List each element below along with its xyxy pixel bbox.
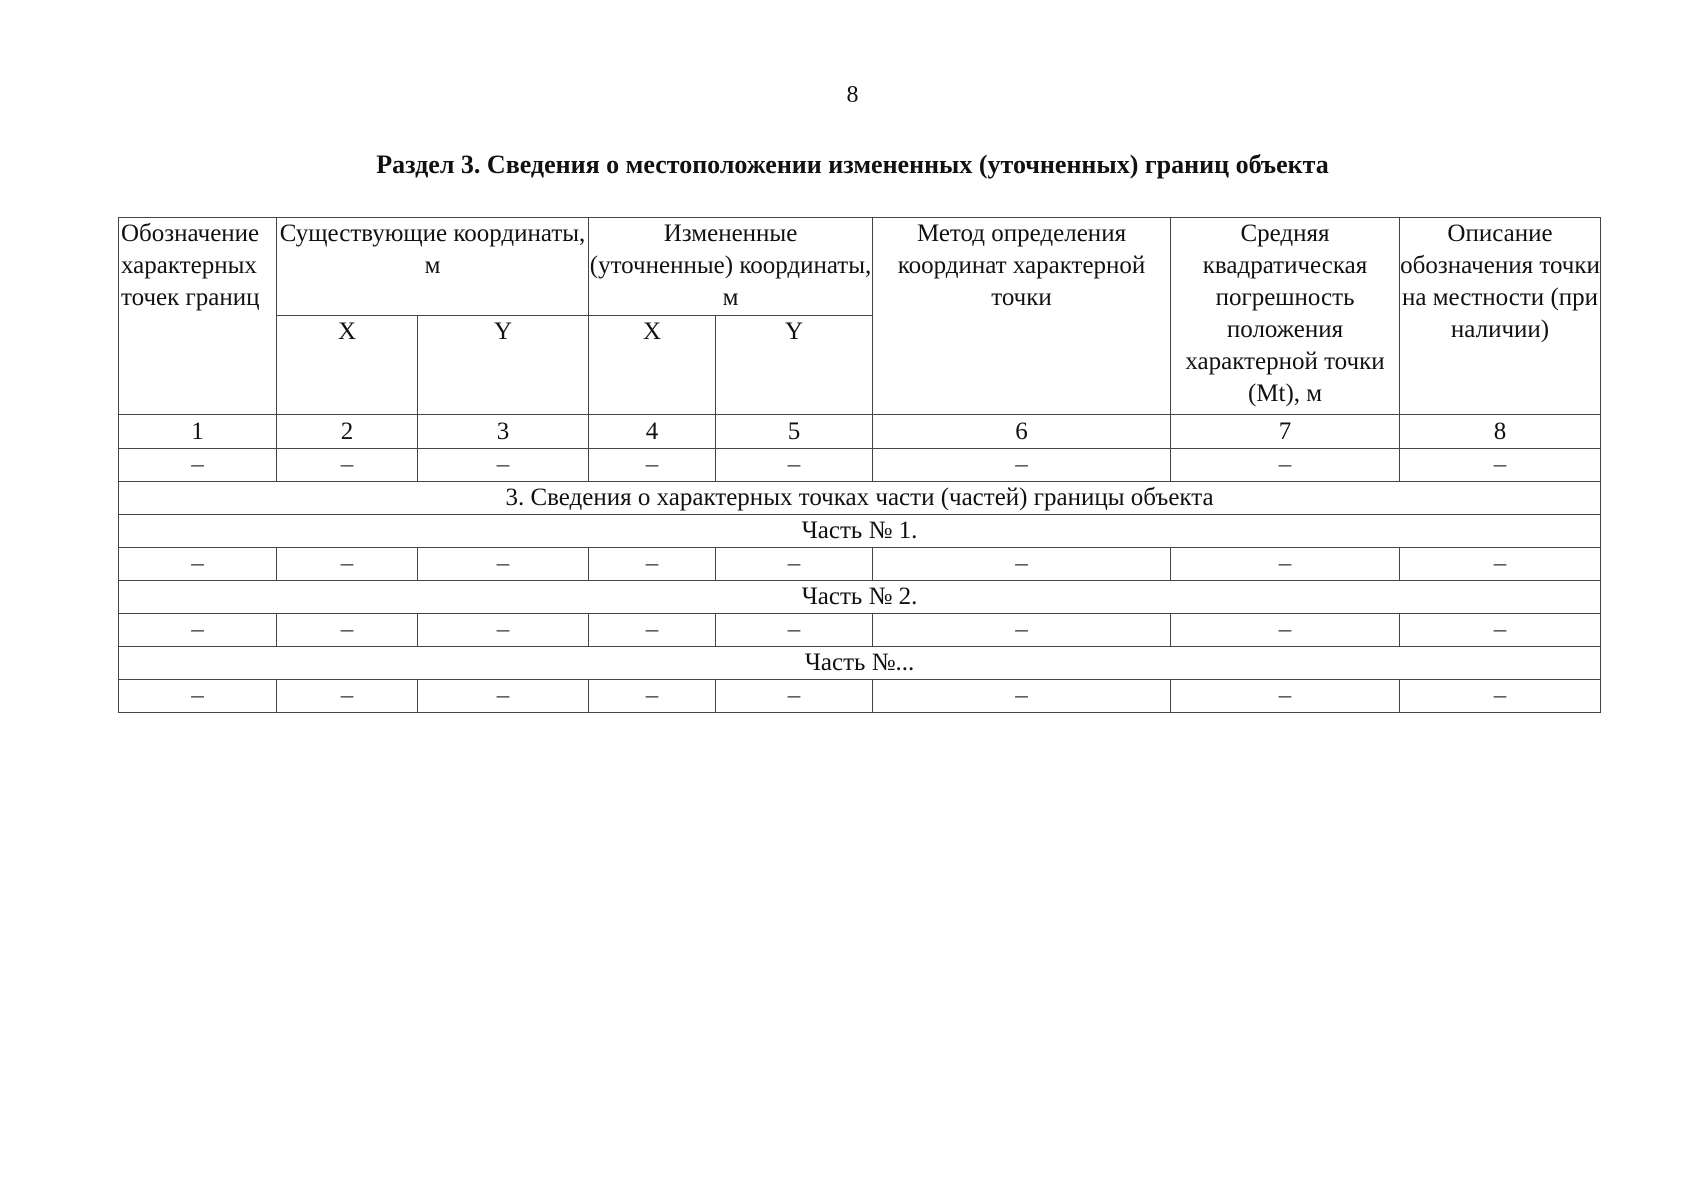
empty-cell-dash: –	[1400, 614, 1601, 647]
empty-cell-dash: –	[277, 614, 418, 647]
empty-cell-dash: –	[418, 614, 589, 647]
empty-cell-dash: –	[119, 449, 277, 482]
table-row	[119, 449, 1601, 482]
empty-cell-dash: –	[716, 614, 873, 647]
empty-cell-dash: –	[716, 449, 873, 482]
part-label-row	[119, 581, 1601, 614]
empty-cell-dash: –	[589, 548, 716, 581]
empty-cell-dash: –	[277, 449, 418, 482]
header-point-description: Описание обозначения точки на местности (при наличии)	[1400, 218, 1601, 415]
part-section-row	[119, 482, 1601, 515]
empty-cell-dash: –	[589, 680, 716, 713]
empty-cell-dash: –	[716, 548, 873, 581]
column-number: 6	[873, 415, 1171, 449]
part-label-row	[119, 647, 1601, 680]
empty-cell-dash: –	[119, 680, 277, 713]
header-changed-x: X	[589, 316, 716, 415]
table-row	[119, 680, 1601, 713]
empty-cell-dash: –	[1400, 449, 1601, 482]
section-title: Раздел 3. Сведения о местоположении измененных (уточненных) границ объекта	[376, 150, 1329, 179]
part-label: Часть №...	[119, 647, 1601, 680]
header-existing-y: Y	[418, 316, 589, 415]
header-row-top	[119, 218, 1601, 316]
column-number-row	[119, 415, 1601, 449]
page-number: 8	[846, 82, 859, 108]
empty-cell-dash: –	[277, 548, 418, 581]
boundary-coordinates-table	[118, 217, 1601, 713]
empty-cell-dash: –	[1171, 548, 1400, 581]
column-number: 5	[716, 415, 873, 449]
part-label: Часть № 1.	[119, 515, 1601, 548]
column-number: 7	[1171, 415, 1400, 449]
part-section-label: 3. Сведения о характерных точках части (частей) границы объекта	[119, 482, 1601, 515]
empty-cell-dash: –	[119, 614, 277, 647]
header-point-designation: Обозначение характерных точек границ	[119, 218, 277, 415]
part-label: Часть № 2.	[119, 581, 1601, 614]
empty-cell-dash: –	[418, 680, 589, 713]
empty-cell-dash: –	[589, 614, 716, 647]
empty-cell-dash: –	[716, 680, 873, 713]
empty-cell-dash: –	[873, 548, 1171, 581]
empty-cell-dash: –	[119, 548, 277, 581]
column-number: 1	[119, 415, 277, 449]
empty-cell-dash: –	[1171, 680, 1400, 713]
table-row	[119, 548, 1601, 581]
empty-cell-dash: –	[418, 548, 589, 581]
table-row	[119, 614, 1601, 647]
empty-cell-dash: –	[277, 680, 418, 713]
part-label-row	[119, 515, 1601, 548]
header-method: Метод определения координат характерной точки	[873, 218, 1171, 415]
empty-cell-dash: –	[1400, 680, 1601, 713]
empty-cell-dash: –	[1400, 548, 1601, 581]
empty-cell-dash: –	[873, 614, 1171, 647]
header-mean-error: Средняя квадратическая погрешность положения характерной точки (Mt), м	[1171, 218, 1400, 415]
column-number: 8	[1400, 415, 1601, 449]
column-number: 3	[418, 415, 589, 449]
header-existing-x: X	[277, 316, 418, 415]
empty-cell-dash: –	[418, 449, 589, 482]
header-changed-y: Y	[716, 316, 873, 415]
header-existing-coordinates: Существующие координаты, м	[277, 218, 589, 316]
empty-cell-dash: –	[873, 449, 1171, 482]
column-number: 2	[277, 415, 418, 449]
empty-cell-dash: –	[589, 449, 716, 482]
empty-cell-dash: –	[1171, 449, 1400, 482]
empty-cell-dash: –	[873, 680, 1171, 713]
header-changed-coordinates: Измененные (уточненные) координаты, м	[589, 218, 873, 316]
empty-cell-dash: –	[1171, 614, 1400, 647]
column-number: 4	[589, 415, 716, 449]
